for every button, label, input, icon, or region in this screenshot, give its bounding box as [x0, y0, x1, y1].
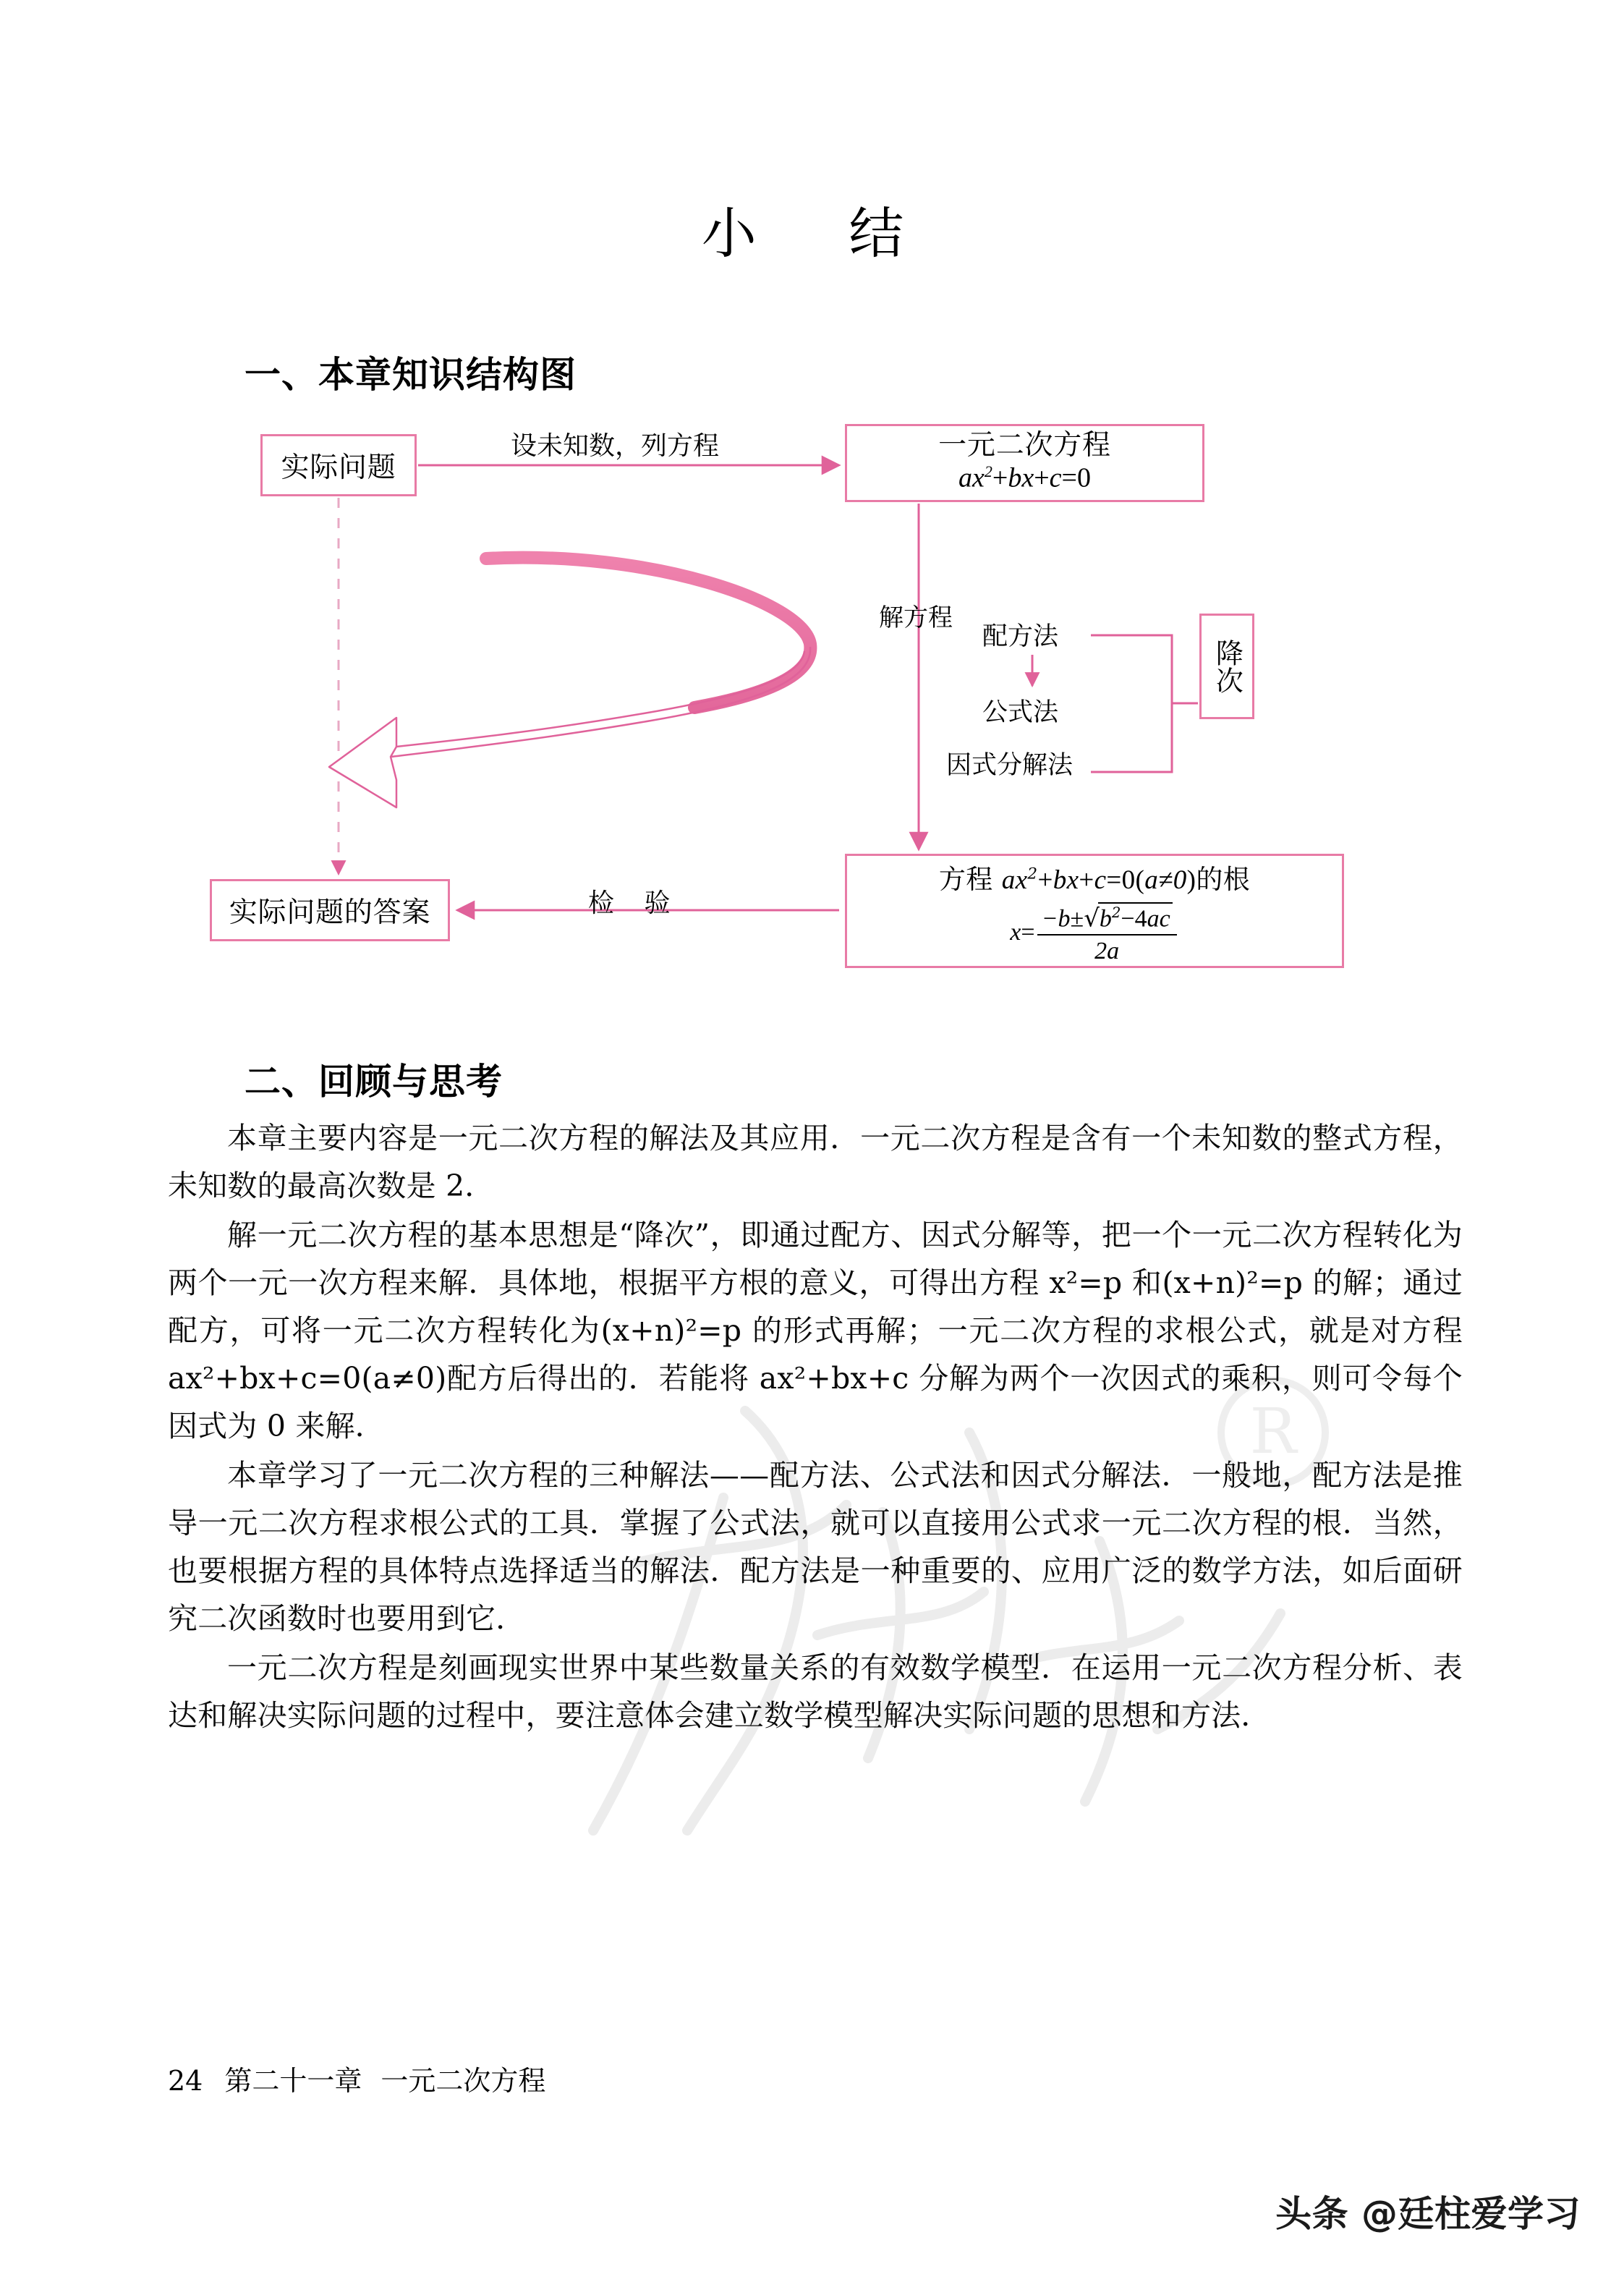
svg-text:R: R	[1249, 1396, 1297, 1468]
diagram-box-answer	[210, 879, 450, 941]
diagram-box-reduce-degree-label: 降次	[1211, 639, 1243, 694]
diagram-label-method-factoring: 因式分解法	[946, 751, 1074, 780]
diagram-box-real-problem	[260, 434, 417, 496]
footer-chapter: 第二十一章	[224, 2065, 362, 2097]
diagram-label-set-unknown: 设未知数，列方程	[511, 431, 720, 461]
knowledge-structure-diagram	[0, 405, 1624, 1006]
paragraph-1: 本章主要内容是一元二次方程的解法及其应用．一元二次方程是含有一个未知数的整式方程，未知数的最高次数是 2．	[168, 1121, 1463, 1203]
paragraph-2: 解一元二次方程的基本思想是“降次”，即通过配方、因式分解等，把一个一元二次方程转化为两个一元一次方程来解．具体地，根据平方根的意义，可得出方程 x²=p 和(x+n)²=p 的解；通过配方，可将一元二次方程转化为(x+n)²=p 的形式再解；一元二次方程的求根公式，就是对方程 ax²+bx+c=0(a≠0)配方后得出的．若能将 ax²+bx+c 分解为两个一次因式的乘积，则可令每个因式为 0 来解．	[168, 1218, 1463, 1443]
section-heading-one: 一、本章知识结构图	[245, 354, 577, 396]
diagram-label-solve-equation: 解方程	[879, 603, 953, 632]
diagram-box-roots	[845, 854, 1344, 968]
footer-topic: 一元二次方程	[381, 2065, 546, 2097]
diagram-box-real-problem-label: 实际问题	[281, 451, 396, 484]
paragraph-3: 本章学习了一元二次方程的三种解法——配方法、公式法和因式分解法．一般地，配方法是推导一元二次方程求根公式的工具．掌握了公式法，就可以直接用公式求一元二次方程的根．当然，也要根据方程的具体特点选择适当的解法．配方法是一种重要的、应用广泛的数学方法，如后面研究二次函数时也要用到它．	[168, 1458, 1463, 1636]
diagram-label-verify: 检 验	[588, 888, 681, 918]
page-footer	[168, 2058, 545, 2098]
diagram-box-quadratic-equation	[845, 424, 1204, 502]
section-heading-two: 二、回顾与思考	[245, 1061, 503, 1103]
diagram-box-roots-title: 方程 $ax^2+bx+c=0(a\ne 0)$的根	[938, 863, 1251, 895]
diagram-box-quadratic-title: 一元二次方程	[938, 429, 1111, 462]
bottom-watermark: 头条 @廷柱爱学习	[1275, 2193, 1581, 2235]
footer-page-number: 24	[168, 2065, 203, 2097]
paragraph-4: 一元二次方程是刻画现实世界中某些数量关系的有效数学模型．在运用一元二次方程分析、表达和解决实际问题的过程中，要注意体会建立数学模型解决实际问题的思想和方法．	[168, 1650, 1463, 1733]
page-title: 小 结	[701, 201, 923, 266]
diagram-label-method-complete-square: 配方法	[982, 622, 1059, 651]
diagram-label-method-formula: 公式法	[982, 698, 1059, 727]
body-text	[168, 1114, 1463, 1739]
diagram-box-quadratic-formula: $ax^2+bx+c=0$	[958, 462, 1091, 493]
diagram-box-roots-formula: x= $\frac{-b\pm√b^2-4ac}{2a}$	[1010, 902, 1178, 964]
diagram-box-answer-label: 实际问题的答案	[229, 896, 431, 929]
diagram-box-reduce-degree	[1199, 614, 1254, 719]
